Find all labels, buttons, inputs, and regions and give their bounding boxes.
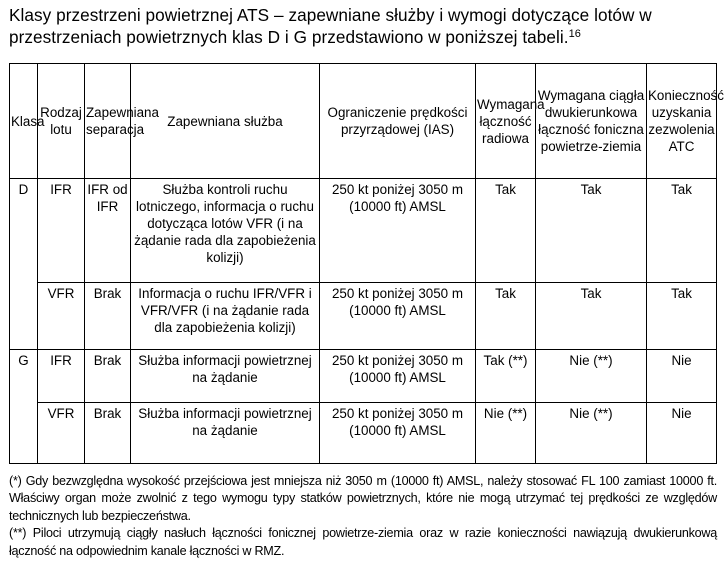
predkosc-cell: 250 kt poniżej 3050 m (10000 ft) AMSL (320, 403, 476, 464)
separacja-cell: Brak (85, 283, 131, 350)
table-row (10, 179, 717, 283)
sluzba-cell: Służba kontroli ruchu lotniczego, informacja o ruchu dotycząca lotów VFR (i na żądanie rada dla zapobieżenia kolizji) (131, 179, 320, 283)
header-zezwolenie-atc: Konieczność uzyskania zezwolenia ATC (647, 64, 717, 179)
zezwolenie-atc-cell: Nie (647, 403, 717, 464)
header-predkosc: Ograniczenie prędkości przyrządowej (IAS) (320, 64, 476, 179)
table-row (10, 403, 717, 464)
table-row (10, 283, 717, 350)
rodzaj-lotu-cell: IFR (38, 179, 85, 283)
footnote-speed: (*) Gdy bezwzględna wysokość przejściowa jest mniejsza niż 3050 m (10000 ft) AMSL, należy stosować FL 100 zamiast 10000 ft. Właściwy organ może zwolnić z tego wymogu typy statków powietrznych, które nie mogą utrzymać tej prędkości ze względów technicznych lub bezpieczeństwa. (9, 474, 717, 523)
header-separacja: Zapewniana separacja (85, 64, 131, 179)
footnote-reference: 16 (568, 28, 581, 40)
predkosc-cell: 250 kt poniżej 3050 m (10000 ft) AMSL (320, 179, 476, 283)
predkosc-cell: 250 kt poniżej 3050 m (10000 ft) AMSL (320, 283, 476, 350)
lacznosc-foniczna-cell: Tak (536, 283, 647, 350)
klasa-cell: D (10, 179, 38, 350)
sluzba-cell: Służba informacji powietrznej na żądanie (131, 350, 320, 403)
footnote-radio: (**) Piloci utrzymują ciągły nasłuch łączności fonicznej powietrze-ziemia oraz w razie konieczności nawiązują dwukierunkową łączność na odpowiednim kanale łączności w RMZ. (9, 526, 717, 558)
intro-text: Klasy przestrzeni powietrznej ATS – zapewniane służby i wymogi dotyczące lotów w przestrzeniach powietrznych klas D i G przedstawiono w poniższej tabeli. (9, 5, 652, 47)
lacznosc-foniczna-cell: Tak (536, 179, 647, 283)
lacznosc-radiowa-cell: Tak (476, 283, 536, 350)
intro-paragraph (9, 4, 717, 48)
lacznosc-radiowa-cell: Nie (**) (476, 403, 536, 464)
zezwolenie-atc-cell: Nie (647, 350, 717, 403)
table-row (10, 350, 717, 403)
table-header-row (10, 64, 717, 179)
header-rodzaj-lotu: Rodzaj lotu (38, 64, 85, 179)
rodzaj-lotu-cell: VFR (38, 403, 85, 464)
rodzaj-lotu-cell: VFR (38, 283, 85, 350)
lacznosc-radiowa-cell: Tak (476, 179, 536, 283)
zezwolenie-atc-cell: Tak (647, 179, 717, 283)
klasa-cell: G (10, 350, 38, 464)
lacznosc-radiowa-cell: Tak (**) (476, 350, 536, 403)
lacznosc-foniczna-cell: Nie (**) (536, 350, 647, 403)
header-lacznosc-foniczna: Wymagana ciągła dwukierunkowa łączność foniczna powietrze-ziemia (536, 64, 647, 179)
rodzaj-lotu-cell: IFR (38, 350, 85, 403)
airspace-class-table (9, 63, 724, 464)
header-lacznosc-radiowa: Wymagana łączność radiowa (476, 64, 536, 179)
zezwolenie-atc-cell: Tak (647, 283, 717, 350)
sluzba-cell: Służba informacji powietrznej na żądanie (131, 403, 320, 464)
predkosc-cell: 250 kt poniżej 3050 m (10000 ft) AMSL (320, 350, 476, 403)
separacja-cell: IFR od IFR (85, 179, 131, 283)
footnotes (9, 473, 717, 560)
separacja-cell: Brak (85, 403, 131, 464)
sluzba-cell: Informacja o ruchu IFR/VFR i VFR/VFR (i na żądanie rada dla zapobieżenia kolizji) (131, 283, 320, 350)
separacja-cell: Brak (85, 350, 131, 403)
header-sluzba: Zapewniana służba (131, 64, 320, 179)
lacznosc-foniczna-cell: Nie (**) (536, 403, 647, 464)
header-klasa: Klasa (10, 64, 38, 179)
